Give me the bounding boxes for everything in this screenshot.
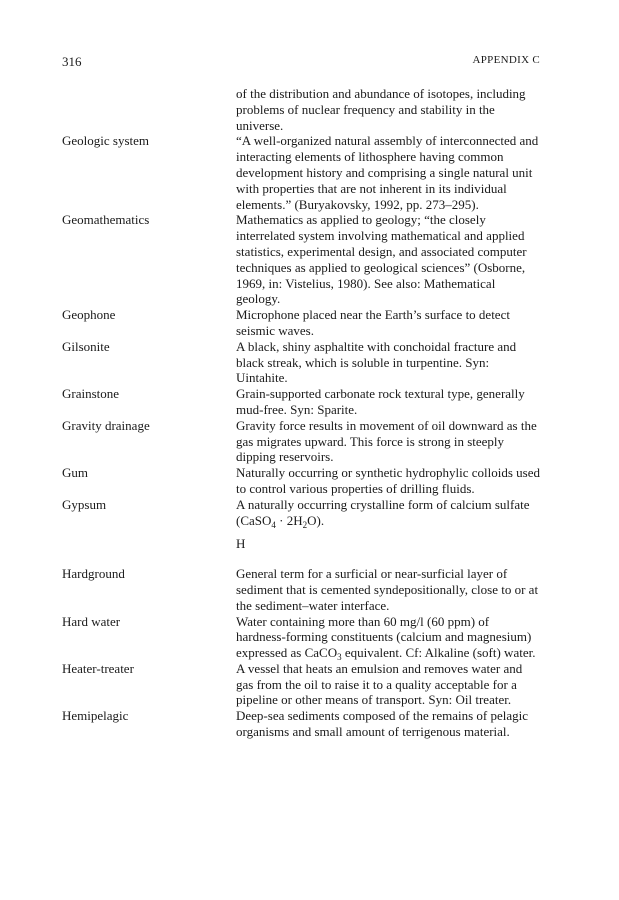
entry-definition: Naturally occurring or synthetic hydrophylic colloids used to control various properties of drilling fluids. [236,465,540,496]
glossary-entry-hard-water [62,614,540,661]
entry-definition: Microphone placed near the Earth’s surface to detect seismic waves. [236,307,510,338]
glossary-entry [62,418,540,465]
entry-term: Hardground [62,566,125,582]
entry-term: Hard water [62,613,121,629]
definition-text: A naturally occurring crystalline form of calcium sulfate (CaSO [236,496,530,528]
entry-definition: Grain-supported carbonate rock textural type, generally mud-free. Syn: Sparite. [236,386,525,417]
glossary-entry [62,212,540,307]
page-number: 316 [62,54,82,69]
entry-term: Heater-treater [62,660,134,676]
entry-term: Gravity drainage [62,417,150,433]
running-head: APPENDIX C [472,54,540,66]
entry-definition: A black, shiny asphaltite with conchoidal fracture and black streak, which is soluble in turpentine. Syn: Uintahite. [236,338,517,386]
entry-definition: Deep-sea sediments composed of the remains of pelagic organisms and small amount of terrigenous material. [236,708,529,740]
entry-term: Gypsum [62,496,107,512]
glossary-entry [62,465,540,497]
entry-definition: A vessel that heats an emulsion and removes water and gas from the oil to raise it to a quality acceptable for a pipeline or other means of transport. Syn: Oil treater. [236,660,523,708]
formula-subscript: 3 [337,652,342,663]
entry-term: Hemipelagic [62,708,129,724]
glossary-entry [62,133,540,212]
glossary-content [62,86,540,740]
definition-text: O). [307,512,325,528]
page-header [62,54,540,70]
entry-definition [236,497,540,529]
entry-definition: Gravity force results in movement of oil downward as the gas migrates upward. This force is strong in steeply dipping reservoirs. [236,417,537,465]
glossary-entry [62,708,540,740]
definition-text: equivalent. Cf: Alkaline (soft) water. [341,645,536,661]
glossary-entry [62,661,540,708]
section-letter: H [236,536,246,552]
entry-definition: Mathematics as applied to geology; “the closely interrelated system involving mathematical and applied statistics, experimental design, and associated computer techniques as applied to geological sciences” (Osborne, 1969, in: Vistelius, 1980). See also: Mathematical geology. [236,212,527,307]
entry-term: Gilsonite [62,338,110,354]
entry-term: Geologic system [62,133,150,149]
definition-text: Water containing more than 60 mg/l (60 ppm) of hardness-forming constituents (calcium and magnesium) expressed as CaCO [236,613,532,661]
formula-subscript: 2 [302,519,308,530]
glossary-entry [62,386,540,418]
entry-definition: of the distribution and abundance of isotopes, including problems of nuclear frequency and stability in the universe. [236,86,526,133]
glossary-entry-gypsum [62,497,540,529]
entry-term: Geomathematics [62,212,150,228]
glossary-entry-continuation [62,86,540,133]
entry-term: Gum [62,465,88,481]
definition-text: · 2H [275,512,303,528]
entry-definition [236,614,540,661]
formula-subscript: 4 [271,519,276,530]
entry-definition: General term for a surficial or near-surficial layer of sediment that is cemented syndepositionally, close to or at the sediment–water interface. [236,566,539,613]
entry-definition: “A well-organized natural assembly of interconnected and interacting elements of lithosphere having common development history and comprising a single natural unit with properties that are not inherent in its individual elements.” (Buryakovsky, 1992, pp. 273–295). [236,133,539,212]
glossary-entry [62,339,540,386]
entry-term: Geophone [62,307,116,323]
entry-term: Grainstone [62,386,120,402]
glossary-entry [62,566,540,613]
glossary-entry [62,307,540,339]
